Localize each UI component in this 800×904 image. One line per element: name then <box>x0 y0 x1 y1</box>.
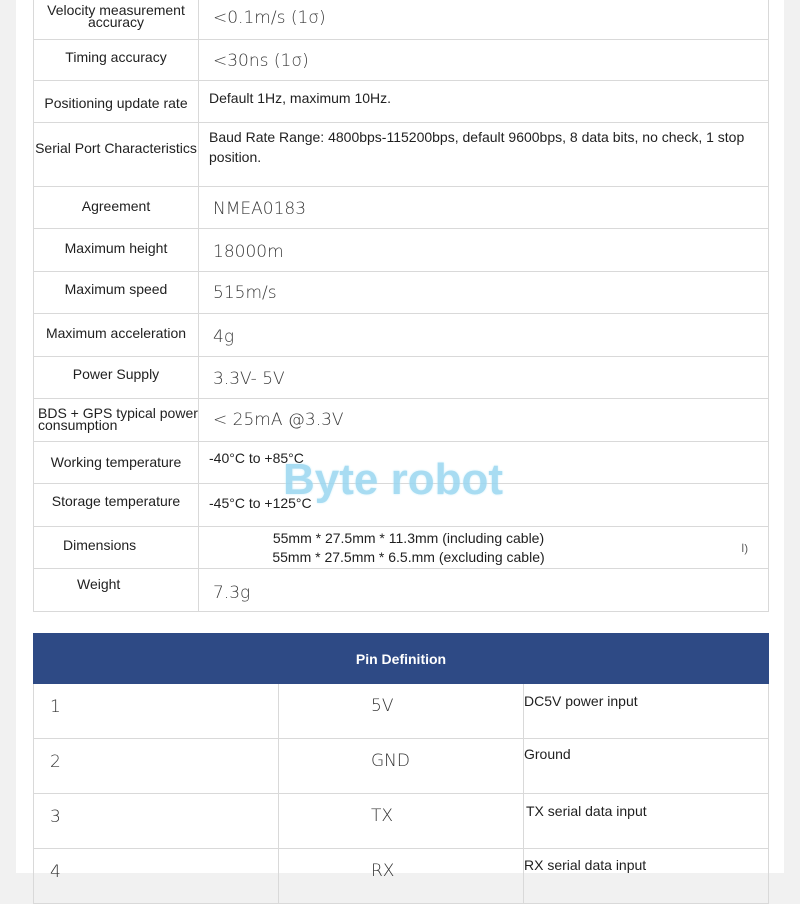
spec-value: NMEA0183 <box>199 187 769 229</box>
pin-number: 2 <box>34 739 279 794</box>
table-row <box>34 684 769 739</box>
spec-row <box>34 314 769 357</box>
spec-label: Power Supply <box>34 357 199 399</box>
spec-label: Maximum height <box>34 229 199 272</box>
pin-number: 3 <box>34 794 279 849</box>
spec-label: Maximum speed <box>34 272 199 314</box>
spec-value: Baud Rate Range: 4800bps-115200bps, default 9600bps, 8 data bits, no check, 1 stop position. <box>199 123 769 187</box>
spec-row <box>34 0 769 40</box>
spec-row <box>34 229 769 272</box>
spec-label: Working temperature <box>34 442 199 484</box>
spec-table <box>33 0 769 612</box>
spec-row <box>34 81 769 123</box>
spec-row <box>34 40 769 81</box>
spec-value: <30ns (1σ) <box>199 40 769 81</box>
spec-value: Default 1Hz, maximum 10Hz. <box>199 81 769 123</box>
byte-robot-watermark: Byte robot <box>283 455 503 504</box>
spec-label: Agreement <box>34 187 199 229</box>
spec-label: BDS + GPS typical power consumption <box>34 399 199 442</box>
pin-name: GND <box>279 739 524 794</box>
spec-label: Storage temperature <box>34 484 199 527</box>
spec-value: <0.1m/s (1σ) <box>199 0 769 40</box>
stray-mark: ا) <box>741 543 748 555</box>
pin-description: Ground <box>524 739 769 794</box>
spec-row <box>34 569 769 612</box>
table-row <box>34 794 769 849</box>
table-row <box>34 849 769 904</box>
spec-value <box>199 527 769 569</box>
spec-value: 515m/s <box>199 272 769 314</box>
spec-value: 18000m <box>199 229 769 272</box>
dimensions-without-cable: 55mm * 27.5mm * 6.5.mm (excluding cable) <box>272 549 545 565</box>
pin-description: RX serial data input <box>524 849 769 904</box>
pin-description: DC5V power input <box>524 684 769 739</box>
spec-value: 4g <box>199 314 769 357</box>
table-row <box>34 739 769 794</box>
spec-label: Weight <box>34 569 199 612</box>
spec-row <box>34 527 769 569</box>
spec-label: Timing accuracy <box>34 40 199 81</box>
spec-row <box>34 357 769 399</box>
pin-number: 4 <box>34 849 279 904</box>
pin-name: TX <box>279 794 524 849</box>
pin-name: 5V <box>279 684 524 739</box>
pin-description: TX serial data input <box>524 794 769 849</box>
spec-value: -40°C to +85°C <box>199 442 769 484</box>
dimensions-with-cable: 55mm * 27.5mm * 11.3mm (including cable) <box>272 530 545 546</box>
spec-label: Maximum acceleration <box>34 314 199 357</box>
spec-row <box>34 272 769 314</box>
spec-value: -45°C to +125°C <box>199 484 769 527</box>
pin-number: 1 <box>34 684 279 739</box>
spec-label: Dimensions <box>34 527 199 569</box>
pin-table-header <box>34 634 769 684</box>
pin-definition-table <box>33 633 769 904</box>
spec-value: < 25mA @3.3V <box>199 399 769 442</box>
spec-value: 7.3g <box>199 569 769 612</box>
spec-row <box>34 399 769 442</box>
spec-label: Positioning update rate <box>34 81 199 123</box>
spec-row <box>34 187 769 229</box>
spec-row <box>34 123 769 187</box>
spec-label: Serial Port Characteristics <box>34 123 199 187</box>
pin-table-title: Pin Definition <box>34 634 769 684</box>
pin-name: RX <box>279 849 524 904</box>
spec-label: Velocity measurement accuracy <box>34 0 199 40</box>
spec-value: 3.3V- 5V <box>199 357 769 399</box>
